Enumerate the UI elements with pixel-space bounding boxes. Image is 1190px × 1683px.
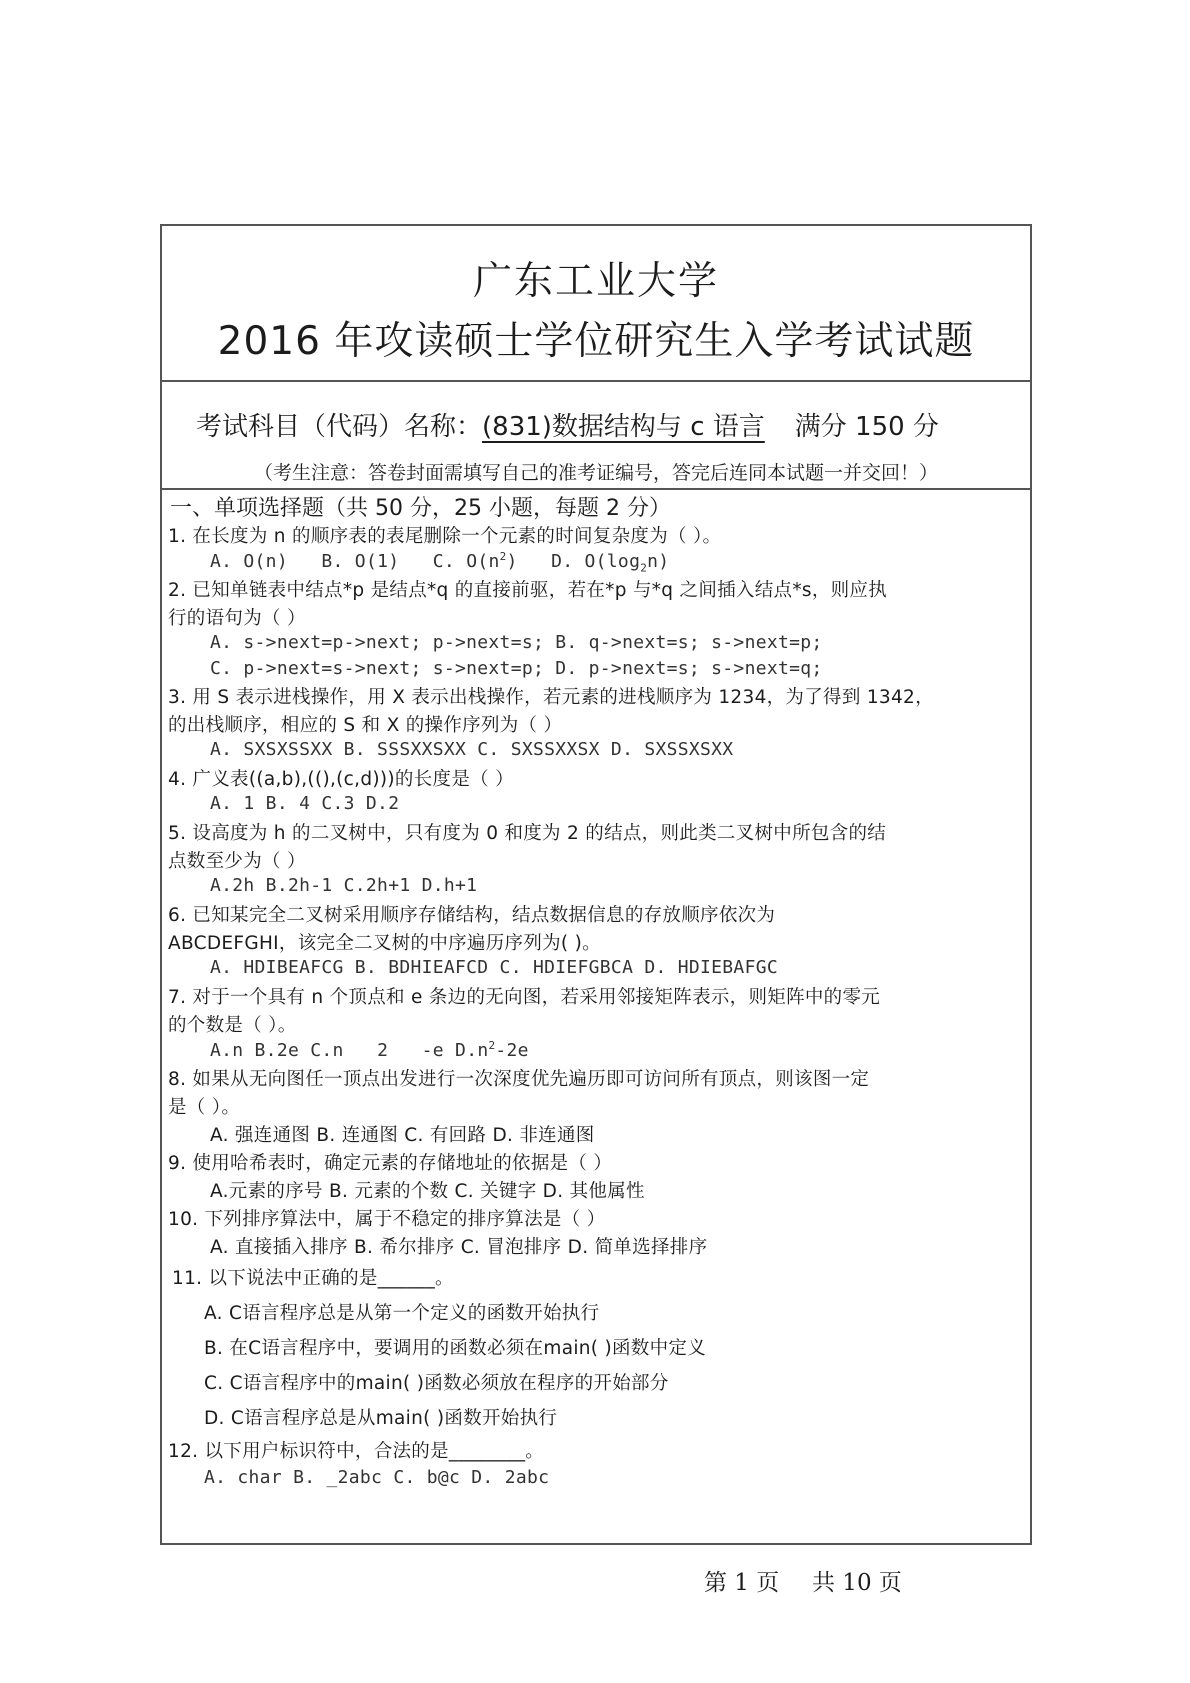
question-stem: 11. 以下说法中正确的是______。 — [172, 1268, 454, 1289]
question-stem: 2. 已知单链表中结点*p 是结点*q 的直接前驱，若在*p 与*q 之间插入结点*s，则应执 — [168, 580, 888, 601]
question-stem: 行的语句为（ ） — [168, 608, 306, 629]
question-stem: ABCDEFGHI，该完全二叉树的中序遍历序列为( )。 — [168, 933, 601, 954]
question-stem: 1. 在长度为 n 的顺序表的表尾删除一个元素的时间复杂度为（ ）。 — [168, 526, 722, 547]
question-options: C. C语言程序中的main( )函数必须放在程序的开始部分 — [204, 1373, 669, 1394]
exam-title: 2016 年攻读硕士学位研究生入学考试试题 — [217, 319, 975, 364]
page-number: 第 1 页 — [704, 1570, 780, 1596]
question-stem: 7. 对于一个具有 n 个顶点和 e 条边的无向图，若采用邻接矩阵表示，则矩阵中的零元 — [168, 987, 881, 1008]
question-options: A.n B.2e C.n 2 -e $D.n^2-2e$ — [210, 1039, 529, 1061]
question-options: A. O(n) B. O(1) C. $O(n^2)$ D. $O(\log_2n)$ — [210, 550, 670, 575]
question-options: A. s->next=p->next; p->next=s; B. q->next=s; s->next=p; — [210, 632, 823, 653]
full-score: 满分 150 分 — [794, 412, 939, 442]
question-stem: 5. 设高度为 h 的二叉树中，只有度为 0 和度为 2 的结点，则此类二叉树中所包含的结 — [168, 823, 887, 844]
question-stem: 是（ ）。 — [168, 1097, 241, 1118]
subject-label: 考试科目（代码）名称： — [196, 412, 483, 442]
question-options: A. 强连通图 B. 连通图 C. 有回路 D. 非连通图 — [210, 1125, 595, 1146]
question-options: A. SXSXSSXX B. SSSXXSXX C. SXSSXXSX D. SXSSXSXX — [210, 739, 734, 760]
question-stem: 8. 如果从无向图任一顶点出发进行一次深度优先遍历即可访问所有顶点，则该图一定 — [168, 1069, 870, 1090]
question-options: A.2h B.2h-1 C.2h+1 D.h+1 — [210, 875, 478, 896]
question-stem: 12. 以下用户标识符中，合法的是________。 — [168, 1441, 545, 1462]
question-options: A. C语言程序总是从第一个定义的函数开始执行 — [204, 1303, 600, 1324]
question-stem: 的出栈顺序，相应的 S 和 X 的操作序列为（ ） — [168, 715, 563, 736]
section-title: 一、单项选择题（共 50 分，25 小题，每题 2 分） — [170, 496, 671, 521]
question-options: A. HDIBEAFCG B. BDHIEAFCD C. HDIEFGBCA D. HDIEBAFGC — [210, 957, 778, 978]
question-options: A. 1 B. 4 C.3 D.2 — [210, 793, 400, 814]
page-total: 共 10 页 — [812, 1570, 902, 1596]
question-stem: 4. 广义表((a,b),((),(c,d)))的长度是（ ） — [168, 769, 514, 790]
question-options: A.元素的序号 B. 元素的个数 C. 关键字 D. 其他属性 — [210, 1181, 645, 1202]
notice: （考生注意：答卷封面需填写自己的准考证编号，答完后连同本试题一并交回！） — [253, 462, 938, 484]
question-options: A. 直接插入排序 B. 希尔排序 C. 冒泡排序 D. 简单选择排序 — [210, 1237, 708, 1258]
question-stem: 点数至少为（ ） — [168, 851, 306, 872]
question-options: D. C语言程序总是从main( )函数开始执行 — [204, 1408, 558, 1429]
question-stem: 的个数是（ ）。 — [168, 1015, 297, 1036]
question-stem: 10. 下列排序算法中，属于不稳定的排序算法是（ ） — [168, 1209, 606, 1230]
question-stem: 6. 已知某完全二叉树采用顺序存储结构，结点数据信息的存放顺序依次为 — [168, 905, 776, 926]
subject-code: (831)数据结构与 c 语言 — [482, 412, 765, 442]
question-options: A. char B. _2abc C. b@c D. 2abc — [204, 1467, 550, 1488]
question-stem: 3. 用 S 表示进栈操作，用 X 表示出栈操作，若元素的进栈顺序为 1234，为了得到 1342， — [168, 687, 934, 708]
question-options: B. 在C语言程序中，要调用的函数必须在main( )函数中定义 — [204, 1338, 707, 1359]
question-options: C. p->next=s->next; s->next=p; D. p->next=s; s->next=q; — [210, 658, 823, 679]
university-name: 广东工业大学 — [472, 259, 719, 304]
question-stem: 9. 使用哈希表时，确定元素的存储地址的依据是（ ） — [168, 1153, 613, 1174]
questions — [160, 224, 1032, 1545]
